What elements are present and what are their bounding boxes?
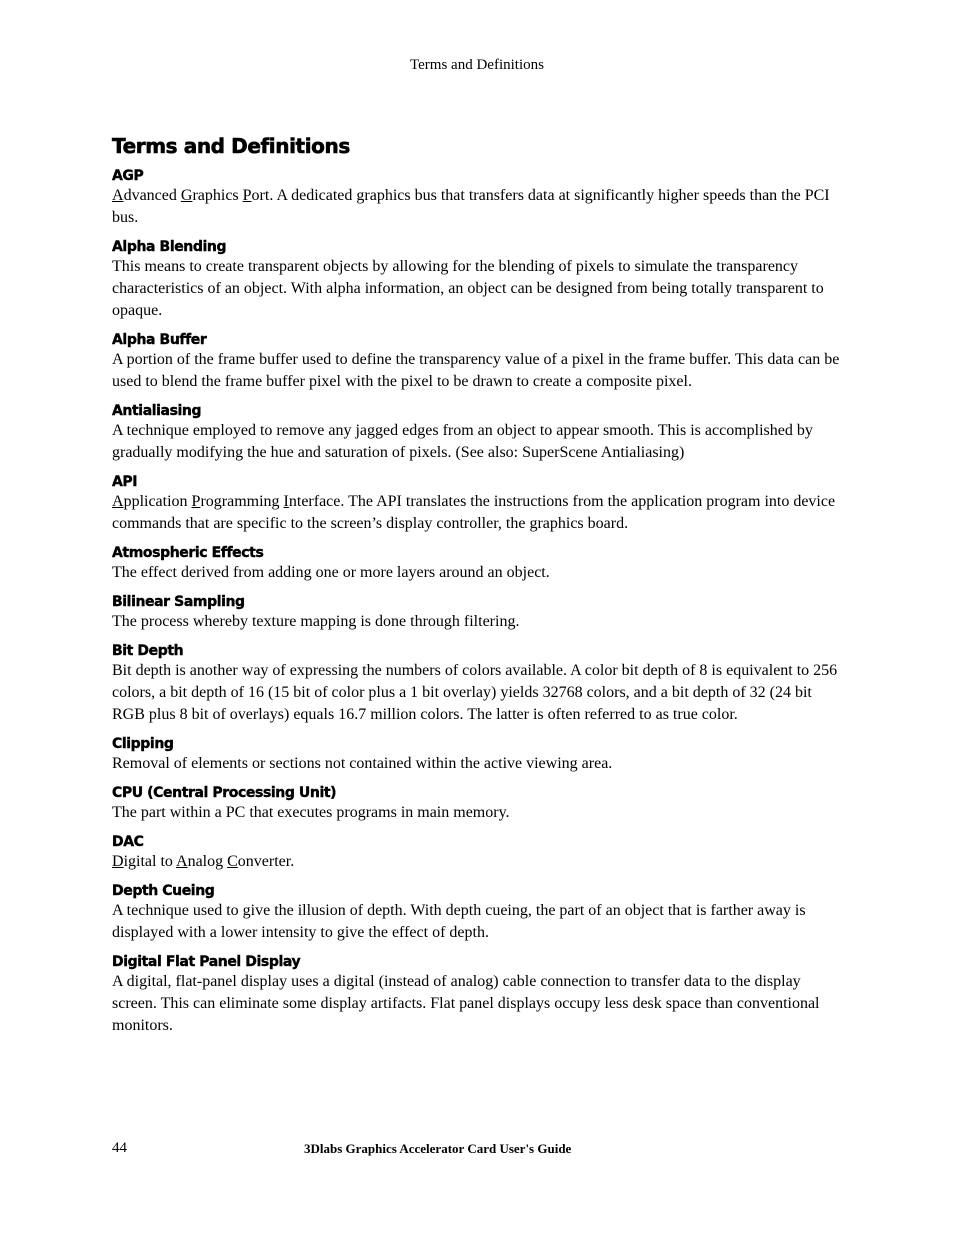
definition-text: A digital, flat-panel display uses a digital (instead of analog) cable connection to transfer data to the display screen. This can eliminate some display artifacts. Flat panel displays occupy less desk space than conventional monitors. [112,973,820,1034]
glossary-term: Depth Cueing [112,883,215,899]
definition-text: nalog [187,853,228,870]
footer-page-number: 44 [112,1140,127,1156]
definition-text: A portion of the frame buffer used to define the transparency value of a pixel in the frame buffer. This data can be used to blend the frame buffer pixel with the pixel to be drawn to create a composite pixel. [112,351,840,390]
glossary-definition [112,611,844,633]
definition-text: rogramming [200,493,284,510]
definition-text: raphics [192,187,243,204]
underlined-initial: P [242,187,252,204]
definition-text: This means to create transparent objects by allowing for the blending of pixels to simulate the transparency characteristics of an object. With alpha information, an object can be designed from being totally transparent to opaque. [112,258,824,319]
glossary-definition [112,256,844,322]
running-header: Terms and Definitions [410,57,544,73]
definition-text: onverter. [237,853,295,870]
underlined-initial: A [112,187,124,204]
definition-text: A technique used to give the illusion of depth. With depth cueing, the part of an object that is farther away is displayed with a lower intensity to give the effect of depth. [112,902,806,941]
definition-text: igital to [123,853,177,870]
glossary-term: Bit Depth [112,643,184,659]
definition-text: The effect derived from adding one or more layers around an object. [112,564,550,581]
glossary-term: AGP [112,168,144,184]
glossary-term: Atmospheric Effects [112,545,264,561]
glossary-term: CPU (Central Processing Unit) [112,785,337,801]
glossary-definition [112,420,844,464]
definition-text: dvanced [123,187,181,204]
glossary-term: Digital Flat Panel Display [112,954,301,970]
definition-text: Bit depth is another way of expressing the numbers of colors available. A color bit depth of 8 is equivalent to 256 colors, a bit depth of 16 (15 bit of color plus a 1 bit overlay) yields 32768 colors, and a bit depth of 32 (24 bit RGB plus 8 bit of overlays) equals 16.7 million colors. The latter is often referred to as true color. [112,662,838,723]
definition-text: pplication [123,493,192,510]
glossary-definition [112,851,844,873]
definition-text: Removal of elements or sections not contained within the active viewing area. [112,755,613,772]
definition-text: The process whereby texture mapping is done through filtering. [112,613,520,630]
glossary-term: Clipping [112,736,174,752]
glossary-content [112,132,844,1046]
glossary-definition [112,802,844,824]
underlined-initial: A [176,853,188,870]
glossary-term: Alpha Blending [112,239,227,255]
underlined-initial: C [227,853,238,870]
underlined-initial: G [180,187,193,204]
glossary-term: API [112,474,138,490]
underlined-initial: D [112,853,124,870]
glossary-definition [112,900,844,944]
glossary-definition [112,753,844,775]
footer-guide-title: 3Dlabs Graphics Accelerator Card User's Guide [304,1141,572,1156]
glossary-entries [112,167,844,1037]
underlined-initial: P [191,493,201,510]
definition-text: ort. A dedicated graphics bus that transfers data at significantly higher speeds than the PCI bus. [112,187,830,226]
glossary-definition [112,971,844,1037]
page-title: Terms and Definitions [112,134,350,158]
definition-text: A technique employed to remove any jagged edges from an object to appear smooth. This is accomplished by gradually modifying the hue and saturation of pixels. (See also: SuperScene Antialiasing) [112,422,813,461]
glossary-definition [112,660,844,726]
glossary-definition [112,185,844,229]
glossary-definition [112,349,844,393]
glossary-definition [112,562,844,584]
glossary-term: DAC [112,834,144,850]
underlined-initial: I [283,493,289,510]
underlined-initial: A [112,493,124,510]
glossary-definition [112,491,844,535]
glossary-term: Alpha Buffer [112,332,207,348]
glossary-term: Antialiasing [112,403,202,419]
definition-text: The part within a PC that executes programs in main memory. [112,804,510,821]
glossary-term: Bilinear Sampling [112,594,245,610]
definition-text: nterface. The API translates the instructions from the application program into device commands that are specific to the screen’s display controller, the graphics board. [112,493,836,532]
